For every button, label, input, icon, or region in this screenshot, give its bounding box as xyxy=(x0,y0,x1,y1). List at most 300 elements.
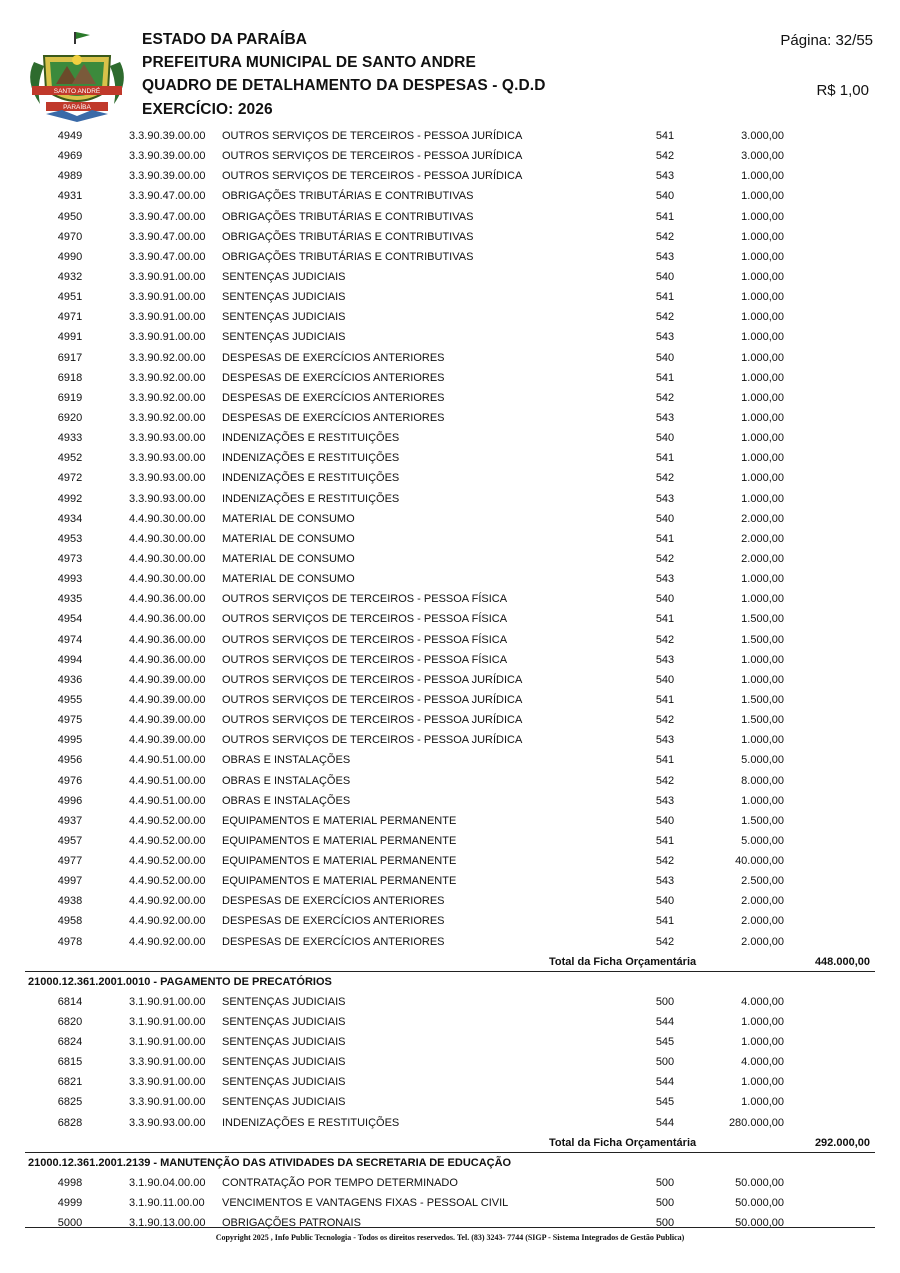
ficha-number: 4996 xyxy=(57,794,83,807)
table-row xyxy=(0,710,900,730)
expense-code: 3.3.90.39.00.00 xyxy=(129,170,206,183)
expense-code: 3.3.90.91.00.00 xyxy=(129,270,206,283)
ficha-number: 6814 xyxy=(57,995,83,1008)
expense-value: 1.500,00 xyxy=(741,714,784,727)
expense-table xyxy=(0,126,900,1233)
ficha-number: 4936 xyxy=(57,673,83,686)
total-value: 292.000,00 xyxy=(814,1136,870,1149)
expense-code: 3.3.90.47.00.00 xyxy=(129,190,206,203)
expense-description: OBRIGAÇÕES TRIBUTÁRIAS E CONTRIBUTIVAS xyxy=(222,250,474,263)
resource-source: 541 xyxy=(655,693,675,706)
ficha-number: 4994 xyxy=(57,653,83,666)
logo-text-top: SANTO ANDRÉ xyxy=(53,88,101,95)
resource-source: 500 xyxy=(655,995,675,1008)
table-row xyxy=(0,408,900,428)
resource-source: 544 xyxy=(655,1015,675,1028)
table-row xyxy=(0,166,900,186)
ficha-number: 4937 xyxy=(57,814,83,827)
resource-source: 540 xyxy=(655,673,675,686)
expense-description: OBRIGAÇÕES TRIBUTÁRIAS E CONTRIBUTIVAS xyxy=(222,210,474,223)
expense-code: 4.4.90.39.00.00 xyxy=(129,714,206,727)
expense-value: 2.500,00 xyxy=(741,875,784,888)
expense-value: 1.000,00 xyxy=(741,432,784,445)
expense-description: OUTROS SERVIÇOS DE TERCEIROS - PESSOA JURÍDICA xyxy=(222,170,523,183)
expense-description: INDENIZAÇÕES E RESTITUIÇÕES xyxy=(222,492,400,505)
table-row xyxy=(0,1052,900,1072)
expense-value: 1.000,00 xyxy=(741,250,784,263)
expense-code: 4.4.90.92.00.00 xyxy=(129,915,206,928)
resource-source: 541 xyxy=(655,532,675,545)
table-row xyxy=(0,1012,900,1032)
table-row xyxy=(0,932,900,952)
expense-value: 1.500,00 xyxy=(741,633,784,646)
resource-source: 542 xyxy=(655,633,675,646)
expense-value: 1.000,00 xyxy=(741,1096,784,1109)
table-row xyxy=(0,1173,900,1193)
expense-value: 3.000,00 xyxy=(741,130,784,142)
ficha-number: 6825 xyxy=(57,1096,83,1109)
ficha-number: 4955 xyxy=(57,693,83,706)
ficha-number: 4998 xyxy=(57,1176,83,1189)
expense-description: SENTENÇAS JUDICIAIS xyxy=(222,995,346,1008)
expense-description: EQUIPAMENTOS E MATERIAL PERMANENTE xyxy=(222,855,457,868)
expense-code: 4.4.90.52.00.00 xyxy=(129,834,206,847)
resource-source: 540 xyxy=(655,190,675,203)
expense-value: 1.000,00 xyxy=(741,452,784,465)
expense-value: 1.500,00 xyxy=(741,814,784,827)
expense-description: OBRIGAÇÕES TRIBUTÁRIAS E CONTRIBUTIVAS xyxy=(222,190,474,203)
expense-description: CONTRATAÇÃO POR TEMPO DETERMINADO xyxy=(222,1176,458,1189)
expense-value: 1.000,00 xyxy=(741,170,784,183)
expense-code: 4.4.90.30.00.00 xyxy=(129,512,206,525)
expense-code: 4.4.90.30.00.00 xyxy=(129,552,206,565)
expense-value: 1.000,00 xyxy=(741,673,784,686)
expense-description: INDENIZAÇÕES E RESTITUIÇÕES xyxy=(222,1116,400,1129)
table-row xyxy=(0,509,900,529)
expense-description: OBRAS E INSTALAÇÕES xyxy=(222,754,351,767)
expense-description: OUTROS SERVIÇOS DE TERCEIROS - PESSOA FÍSICA xyxy=(222,653,508,666)
ficha-number: 4933 xyxy=(57,432,83,445)
resource-source: 540 xyxy=(655,512,675,525)
expense-description: OUTROS SERVIÇOS DE TERCEIROS - PESSOA FÍSICA xyxy=(222,633,508,646)
expense-value: 1.000,00 xyxy=(741,1015,784,1028)
expense-value: 1.000,00 xyxy=(741,291,784,304)
expense-description: DESPESAS DE EXERCÍCIOS ANTERIORES xyxy=(222,351,445,364)
expense-code: 4.4.90.51.00.00 xyxy=(129,774,206,787)
table-row xyxy=(0,650,900,670)
ficha-number: 4935 xyxy=(57,593,83,606)
resource-source: 542 xyxy=(655,150,675,163)
expense-code: 3.3.90.92.00.00 xyxy=(129,351,206,364)
table-row xyxy=(0,1113,900,1133)
expense-description: SENTENÇAS JUDICIAIS xyxy=(222,1096,346,1109)
expense-value: 1.000,00 xyxy=(741,371,784,384)
resource-source: 543 xyxy=(655,734,675,747)
ficha-number: 6828 xyxy=(57,1116,83,1129)
expense-description: SENTENÇAS JUDICIAIS xyxy=(222,1036,346,1049)
expense-description: SENTENÇAS JUDICIAIS xyxy=(222,331,346,344)
resource-source: 541 xyxy=(655,915,675,928)
resource-source: 541 xyxy=(655,613,675,626)
expense-code: 3.1.90.13.00.00 xyxy=(129,1217,206,1230)
table-row xyxy=(0,911,900,931)
expense-description: SENTENÇAS JUDICIAIS xyxy=(222,1056,346,1069)
expense-code: 4.4.90.36.00.00 xyxy=(129,613,206,626)
expense-code: 3.3.90.93.00.00 xyxy=(129,492,206,505)
ficha-number: 4975 xyxy=(57,714,83,727)
expense-description: OBRIGAÇÕES TRIBUTÁRIAS E CONTRIBUTIVAS xyxy=(222,230,474,243)
ficha-number: 4973 xyxy=(57,552,83,565)
ficha-number: 5000 xyxy=(57,1217,83,1230)
table-row xyxy=(0,549,900,569)
expense-value: 1.000,00 xyxy=(741,311,784,324)
expense-value: 50.000,00 xyxy=(735,1217,784,1230)
expense-value: 1.000,00 xyxy=(741,230,784,243)
table-row xyxy=(0,871,900,891)
table-row xyxy=(0,831,900,851)
resource-source: 545 xyxy=(655,1096,675,1109)
resource-source: 543 xyxy=(655,331,675,344)
ficha-number: 4993 xyxy=(57,573,83,586)
expense-code: 3.1.90.91.00.00 xyxy=(129,995,206,1008)
resource-source: 542 xyxy=(655,472,675,485)
expense-description: SENTENÇAS JUDICIAIS xyxy=(222,1076,346,1089)
table-row xyxy=(0,750,900,770)
ficha-number: 4952 xyxy=(57,452,83,465)
expense-description: OUTROS SERVIÇOS DE TERCEIROS - PESSOA JURÍDICA xyxy=(222,130,523,142)
table-row xyxy=(0,146,900,166)
resource-source: 541 xyxy=(655,291,675,304)
expense-description: SENTENÇAS JUDICIAIS xyxy=(222,1015,346,1028)
expense-code: 3.3.90.92.00.00 xyxy=(129,371,206,384)
resource-source: 540 xyxy=(655,814,675,827)
table-row xyxy=(0,1193,900,1213)
section-heading xyxy=(0,972,900,992)
ficha-number: 4977 xyxy=(57,855,83,868)
table-row xyxy=(0,287,900,307)
expense-value: 2.000,00 xyxy=(741,915,784,928)
expense-value: 1.500,00 xyxy=(741,613,784,626)
resource-source: 543 xyxy=(655,492,675,505)
ficha-number: 4934 xyxy=(57,512,83,525)
expense-value: 5.000,00 xyxy=(741,754,784,767)
expense-code: 3.1.90.04.00.00 xyxy=(129,1176,206,1189)
table-row xyxy=(0,670,900,690)
expense-code: 3.3.90.91.00.00 xyxy=(129,311,206,324)
expense-code: 4.4.90.52.00.00 xyxy=(129,814,206,827)
expense-code: 3.1.90.91.00.00 xyxy=(129,1036,206,1049)
expense-description: DESPESAS DE EXERCÍCIOS ANTERIORES xyxy=(222,391,445,404)
expense-description: DESPESAS DE EXERCÍCIOS ANTERIORES xyxy=(222,371,445,384)
table-row xyxy=(0,811,900,831)
ficha-number: 4976 xyxy=(57,774,83,787)
copyright-footer: Copyright 2025 , Info Public Tecnologia - Todos os direitos reservedos. Tel. (83) 3243- 7744 (SIGP - Sistema Integrados de Gestão Publica) xyxy=(215,1233,685,1242)
expense-code: 4.4.90.92.00.00 xyxy=(129,895,206,908)
ficha-number: 6824 xyxy=(57,1036,83,1049)
expense-code: 3.3.90.39.00.00 xyxy=(129,130,206,142)
table-row xyxy=(0,851,900,871)
ficha-number: 4954 xyxy=(57,613,83,626)
ficha-number: 4970 xyxy=(57,230,83,243)
section-label: 21000.12.361.2001.2139 - MANUTENÇÃO DAS ATIVIDADES DA SECRETARIA DE EDUCAÇÃO xyxy=(28,1156,512,1169)
table-row xyxy=(0,992,900,1012)
expense-value: 2.000,00 xyxy=(741,532,784,545)
expense-value: 1.000,00 xyxy=(741,351,784,364)
ficha-number: 6820 xyxy=(57,1015,83,1028)
table-row xyxy=(0,267,900,287)
resource-source: 541 xyxy=(655,452,675,465)
ficha-number: 6918 xyxy=(57,371,83,384)
resource-source: 543 xyxy=(655,250,675,263)
ficha-number: 4969 xyxy=(57,150,83,163)
expense-description: VENCIMENTOS E VANTAGENS FIXAS - PESSOAL CIVIL xyxy=(222,1196,509,1209)
expense-value: 4.000,00 xyxy=(741,1056,784,1069)
table-row xyxy=(0,791,900,811)
total-value: 448.000,00 xyxy=(814,955,870,968)
expense-description: MATERIAL DE CONSUMO xyxy=(222,512,355,525)
section-label: 21000.12.361.2001.0010 - PAGAMENTO DE PRECATÓRIOS xyxy=(28,975,332,988)
resource-source: 543 xyxy=(655,794,675,807)
ficha-number: 6920 xyxy=(57,411,83,424)
expense-code: 3.3.90.91.00.00 xyxy=(129,291,206,304)
table-row xyxy=(0,589,900,609)
resource-source: 540 xyxy=(655,351,675,364)
ficha-number: 4974 xyxy=(57,633,83,646)
expense-code: 3.3.90.47.00.00 xyxy=(129,210,206,223)
ficha-number: 4997 xyxy=(57,875,83,888)
table-row xyxy=(0,730,900,750)
resource-source: 540 xyxy=(655,432,675,445)
ficha-number: 4931 xyxy=(57,190,83,203)
expense-description: EQUIPAMENTOS E MATERIAL PERMANENTE xyxy=(222,814,457,827)
table-row xyxy=(0,388,900,408)
resource-source: 500 xyxy=(655,1196,675,1209)
expense-description: INDENIZAÇÕES E RESTITUIÇÕES xyxy=(222,452,400,465)
resource-source: 541 xyxy=(655,130,675,142)
logo-text-bottom: PARAÍBA xyxy=(63,104,91,111)
expense-value: 280.000,00 xyxy=(728,1116,784,1129)
ficha-number: 4991 xyxy=(57,331,83,344)
resource-source: 542 xyxy=(655,391,675,404)
ficha-number: 4950 xyxy=(57,210,83,223)
ficha-number: 4957 xyxy=(57,834,83,847)
table-row xyxy=(0,1092,900,1112)
currency-unit: R$ 1,00 xyxy=(816,82,869,99)
expense-value: 1.000,00 xyxy=(741,734,784,747)
resource-source: 542 xyxy=(655,230,675,243)
resource-source: 542 xyxy=(655,714,675,727)
expense-code: 4.4.90.92.00.00 xyxy=(129,935,206,948)
expense-value: 1.000,00 xyxy=(741,573,784,586)
expense-code: 3.3.90.39.00.00 xyxy=(129,150,206,163)
expense-code: 3.1.90.11.00.00 xyxy=(129,1196,205,1209)
table-row xyxy=(0,891,900,911)
resource-source: 543 xyxy=(655,653,675,666)
table-row xyxy=(0,529,900,549)
expense-code: 4.4.90.30.00.00 xyxy=(129,573,206,586)
resource-source: 541 xyxy=(655,834,675,847)
municipal-coat-of-arms-icon xyxy=(22,26,132,124)
expense-value: 1.000,00 xyxy=(741,492,784,505)
expense-description: OUTROS SERVIÇOS DE TERCEIROS - PESSOA JURÍDICA xyxy=(222,693,523,706)
expense-description: OUTROS SERVIÇOS DE TERCEIROS - PESSOA JURÍDICA xyxy=(222,150,523,163)
table-row xyxy=(0,348,900,368)
expense-code: 4.4.90.39.00.00 xyxy=(129,673,206,686)
resource-source: 542 xyxy=(655,935,675,948)
resource-source: 542 xyxy=(655,774,675,787)
section-heading xyxy=(0,1153,900,1173)
expense-description: OUTROS SERVIÇOS DE TERCEIROS - PESSOA JURÍDICA xyxy=(222,714,523,727)
resource-source: 544 xyxy=(655,1116,675,1129)
ficha-number: 6815 xyxy=(57,1056,83,1069)
expense-code: 4.4.90.51.00.00 xyxy=(129,754,206,767)
expense-description: SENTENÇAS JUDICIAIS xyxy=(222,270,346,283)
expense-code: 4.4.90.36.00.00 xyxy=(129,653,206,666)
expense-value: 40.000,00 xyxy=(735,855,784,868)
expense-value: 1.000,00 xyxy=(741,593,784,606)
expense-code: 3.3.90.93.00.00 xyxy=(129,452,206,465)
resource-source: 541 xyxy=(655,754,675,767)
ficha-number: 4992 xyxy=(57,492,83,505)
expense-description: OBRAS E INSTALAÇÕES xyxy=(222,774,351,787)
expense-value: 1.000,00 xyxy=(741,1036,784,1049)
ficha-number: 4999 xyxy=(57,1196,83,1209)
table-row xyxy=(0,207,900,227)
table-row xyxy=(0,630,900,650)
expense-description: DESPESAS DE EXERCÍCIOS ANTERIORES xyxy=(222,895,445,908)
expense-code: 4.4.90.52.00.00 xyxy=(129,855,206,868)
expense-value: 1.000,00 xyxy=(741,1076,784,1089)
expense-value: 50.000,00 xyxy=(735,1196,784,1209)
expense-value: 3.000,00 xyxy=(741,150,784,163)
ficha-number: 4932 xyxy=(57,270,83,283)
resource-source: 540 xyxy=(655,895,675,908)
expense-description: OUTROS SERVIÇOS DE TERCEIROS - PESSOA FÍSICA xyxy=(222,613,508,626)
resource-source: 500 xyxy=(655,1176,675,1189)
expense-value: 2.000,00 xyxy=(741,552,784,565)
expense-value: 8.000,00 xyxy=(741,774,784,787)
table-row xyxy=(0,428,900,448)
resource-source: 544 xyxy=(655,1076,675,1089)
resource-source: 542 xyxy=(655,855,675,868)
resource-source: 543 xyxy=(655,573,675,586)
municipality-name: PREFEITURA MUNICIPAL DE SANTO ANDRE xyxy=(142,54,476,71)
ficha-number: 4995 xyxy=(57,734,83,747)
expense-code: 4.4.90.36.00.00 xyxy=(129,593,206,606)
expense-description: OBRAS E INSTALAÇÕES xyxy=(222,794,351,807)
ficha-number: 4938 xyxy=(57,895,83,908)
resource-source: 540 xyxy=(655,593,675,606)
ficha-number: 4953 xyxy=(57,532,83,545)
expense-value: 1.000,00 xyxy=(741,794,784,807)
expense-value: 1.500,00 xyxy=(741,693,784,706)
total-row xyxy=(0,1133,900,1153)
state-name: ESTADO DA PARAÍBA xyxy=(142,31,308,48)
table-row xyxy=(0,327,900,347)
expense-code: 3.3.90.47.00.00 xyxy=(129,230,206,243)
total-row xyxy=(0,952,900,972)
expense-description: INDENIZAÇÕES E RESTITUIÇÕES xyxy=(222,472,400,485)
resource-source: 543 xyxy=(655,875,675,888)
expense-code: 3.1.90.91.00.00 xyxy=(129,1015,206,1028)
expense-value: 2.000,00 xyxy=(741,935,784,948)
table-row xyxy=(0,307,900,327)
expense-value: 1.000,00 xyxy=(741,472,784,485)
expense-description: MATERIAL DE CONSUMO xyxy=(222,532,355,545)
expense-code: 3.3.90.93.00.00 xyxy=(129,432,206,445)
footer-divider xyxy=(25,1227,875,1228)
expense-code: 3.3.90.91.00.00 xyxy=(129,1096,206,1109)
expense-value: 1.000,00 xyxy=(741,270,784,283)
expense-description: OUTROS SERVIÇOS DE TERCEIROS - PESSOA JURÍDICA xyxy=(222,673,523,686)
fiscal-year: EXERCÍCIO: 2026 xyxy=(142,101,273,118)
ficha-number: 4972 xyxy=(57,472,83,485)
resource-source: 541 xyxy=(655,371,675,384)
table-row xyxy=(0,690,900,710)
ficha-number: 6821 xyxy=(57,1076,83,1089)
expense-value: 1.000,00 xyxy=(741,653,784,666)
expense-value: 1.000,00 xyxy=(741,210,784,223)
expense-value: 1.000,00 xyxy=(741,331,784,344)
expense-description: DESPESAS DE EXERCÍCIOS ANTERIORES xyxy=(222,935,445,948)
table-row xyxy=(0,771,900,791)
expense-code: 3.3.90.93.00.00 xyxy=(129,472,206,485)
report-title: QUADRO DE DETALHAMENTO DA DESPESAS - Q.D.D xyxy=(142,77,546,94)
table-row xyxy=(0,1032,900,1052)
table-row xyxy=(0,468,900,488)
table-row xyxy=(0,126,900,146)
resource-source: 545 xyxy=(655,1036,675,1049)
expense-value: 50.000,00 xyxy=(735,1176,784,1189)
expense-code: 3.3.90.92.00.00 xyxy=(129,411,206,424)
table-row xyxy=(0,227,900,247)
expense-code: 3.3.90.47.00.00 xyxy=(129,250,206,263)
ficha-number: 4956 xyxy=(57,754,83,767)
expense-value: 2.000,00 xyxy=(741,895,784,908)
expense-description: EQUIPAMENTOS E MATERIAL PERMANENTE xyxy=(222,875,457,888)
expense-code: 4.4.90.52.00.00 xyxy=(129,875,206,888)
expense-code: 4.4.90.39.00.00 xyxy=(129,734,206,747)
resource-source: 543 xyxy=(655,411,675,424)
ficha-number: 4949 xyxy=(57,130,83,142)
expense-code: 3.3.90.91.00.00 xyxy=(129,1076,206,1089)
expense-description: DESPESAS DE EXERCÍCIOS ANTERIORES xyxy=(222,411,445,424)
table-row xyxy=(0,247,900,267)
expense-code: 3.3.90.93.00.00 xyxy=(129,1116,206,1129)
report-header xyxy=(0,0,900,125)
table-row xyxy=(0,186,900,206)
resource-source: 540 xyxy=(655,270,675,283)
table-row xyxy=(0,1213,900,1233)
expense-code: 3.3.90.91.00.00 xyxy=(129,1056,206,1069)
expense-description: OUTROS SERVIÇOS DE TERCEIROS - PESSOA FÍSICA xyxy=(222,593,508,606)
expense-value: 1.000,00 xyxy=(741,391,784,404)
resource-source: 542 xyxy=(655,311,675,324)
ficha-number: 6917 xyxy=(57,351,83,364)
expense-description: EQUIPAMENTOS E MATERIAL PERMANENTE xyxy=(222,834,457,847)
resource-source: 500 xyxy=(655,1056,675,1069)
resource-source: 543 xyxy=(655,170,675,183)
expense-description: SENTENÇAS JUDICIAIS xyxy=(222,291,346,304)
ficha-number: 4971 xyxy=(57,311,83,324)
table-row xyxy=(0,448,900,468)
expense-code: 4.4.90.36.00.00 xyxy=(129,633,206,646)
resource-source: 541 xyxy=(655,210,675,223)
table-row xyxy=(0,1072,900,1092)
resource-source: 542 xyxy=(655,552,675,565)
expense-description: SENTENÇAS JUDICIAIS xyxy=(222,311,346,324)
ficha-number: 6919 xyxy=(57,391,83,404)
